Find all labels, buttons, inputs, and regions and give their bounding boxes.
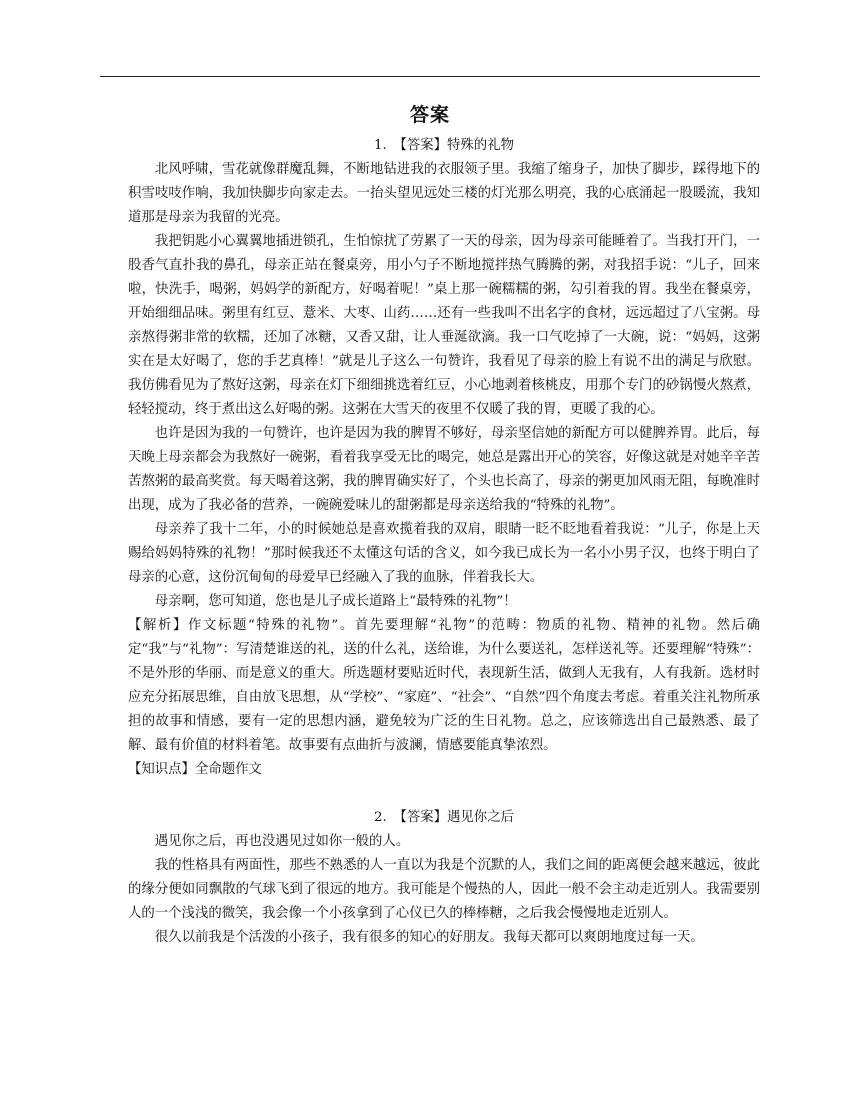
- section-2-paragraph: 遇见你之后，再也没遇见过如你一般的人。: [154, 834, 410, 849]
- page-title: 答案: [409, 104, 450, 126]
- section-2-paragraph: 很久以前我是个活泼的小孩子，我有很多的知心的好朋友。我每天都可以爽朗地度过每一天。: [154, 930, 704, 945]
- section-1-paragraph: 母亲啊，您可知道，您也是儿子成长道路上“最特殊的礼物”！: [154, 594, 517, 609]
- section-2-paragraph: 我的性格具有两面性，那些不熟悉的人一直以为我是个沉默的人，我们之间的距离便会越来越远，彼此的缘分便如同飘散的气球飞到了很远的地方。我可能是个慢热的人，因此一般不会主动走近别人。我需要别人的一个浅浅的微笑，我会像一个小孩拿到了心仪已久的棒棒糖，之后我会慢慢地走近别人。: [128, 858, 760, 921]
- section-1-heading: 1. 【答案】特殊的礼物: [374, 138, 514, 153]
- section-spacer: [128, 782, 760, 806]
- header-rule: [100, 76, 760, 77]
- section-1-paragraph: 我把钥匙小心翼翼地插进锁孔，生怕惊扰了劳累了一天的母亲，因为母亲可能睡着了。当我打开门，一股香气直扑我的鼻孔，母亲正站在餐桌旁，用小勺子不断地搅拌热气腾腾的粥，对我招手说：“儿子，回来啦，快洗手，喝粥，妈妈学的新配方，好喝着呢！”桌上那一碗糯糯的粥，勾引着我的胃。我坐在餐桌旁，开始细细品味。粥里有红豆、薏米、大枣、山药……还有一些我叫不出名字的食材，远远超过了八宝粥。母亲熬得粥非常的软糯，还加了冰糖，又香又甜，让人垂涎欲滴。我一口气吃掉了一大碗，说：“妈妈，这粥实在是太好喝了，您的手艺真棒！”就是儿子这么一句赞许，我看见了母亲的脸上有说不出的满足与欣慰。我仿佛看见为了熬好这粥，母亲在灯下细细挑选着红豆，小心地剥着核桃皮，用那个专门的砂锅慢火熬煮，轻轻搅动，终于煮出这么好喝的粥。这粥在大雪天的夜里不仅暖了我的胃，更暖了我的心。: [128, 234, 760, 417]
- section-1-paragraph: 母亲养了我十二年，小的时候她总是喜欢揽着我的双肩，眼睛一眨不眨地看着我说：“儿子，你是上天赐给妈妈特殊的礼物！”那时候我还不太懂这句话的含义，如今我已成长为一名小小男子汉，也终于明白了母亲的心意，这份沉甸甸的母爱早已经融入了我的血脉，伴着我长大。: [128, 522, 760, 585]
- section-2-heading: 2. 【答案】遇见你之后: [374, 810, 514, 825]
- section-1-paragraph: 也许是因为我的一句赞许，也许是因为我的脾胃不够好，母亲坚信她的新配方可以健脾养胃。此后，每天晚上母亲都会为我熬好一碗粥，看着我享受无比的喝完，她总是露出开心的笑容，好像这就是对她辛辛苦苦熬粥的最高奖赏。每天喝着这粥，我的脾胃确实好了，个头也长高了，母亲的粥更加风雨无阻，每晚准时出现，成为了我必备的营养，一碗碗爱味儿的甜粥都是母亲送给我的“特殊的礼物”。: [128, 426, 760, 513]
- section-1-knowledge-point: 【知识点】全命题作文: [128, 762, 262, 777]
- document-body: [128, 134, 760, 950]
- section-1-paragraph: 北风呼啸，雪花就像群魔乱舞，不断地钻进我的衣服领子里。我缩了缩身子，加快了脚步，踩得地下的积雪吱吱作响，我加快脚步向家走去。一抬头望见远处三楼的灯光那么明亮，我的心底涌起一股暖流，我知道那是母亲为我留的光亮。: [128, 162, 760, 225]
- section-1-analysis: 【解析】作文标题“特殊的礼物”。首先要理解“礼物”的范畴：物质的礼物、精神的礼物。然后确定“我”与“礼物”：写清楚谁送的礼，送的什么礼，送给谁，为什么要送礼，怎样送礼等。还要理解“特殊”：不是外形的华丽、而是意义的重大。所选题材要贴近时代，表现新生活，做到人无我有，人有我新。选材时应充分拓展思维，自由放飞思想，从“学校”、“家庭”、“社会”、“自然”四个角度去考虑。着重关注礼物所承担的故事和情感，要有一定的思想内涵，避免较为广泛的生日礼物。总之，应该筛选出自己最熟悉、最了解、最有价值的材料着笔。故事要有点曲折与波澜，情感要能真挚浓烈。: [128, 618, 760, 753]
